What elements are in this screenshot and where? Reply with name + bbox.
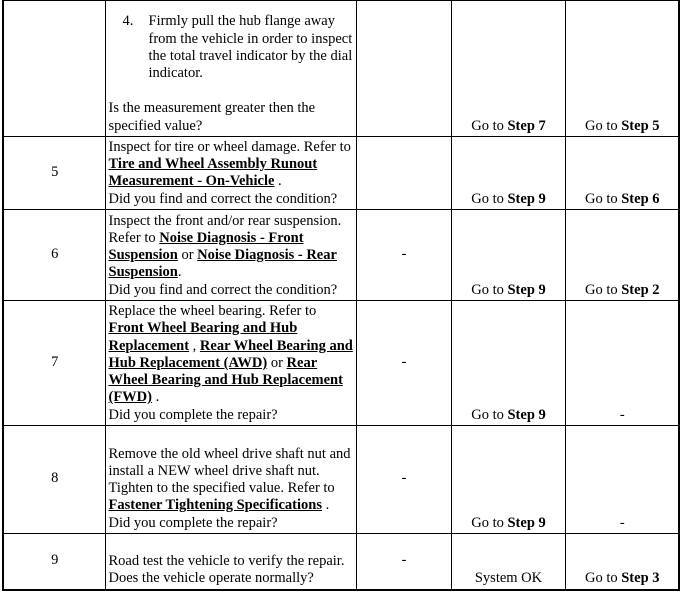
reference-link[interactable]: Front Wheel Bearing and Hub Replacement xyxy=(108,320,298,354)
step-number-cell xyxy=(3,1,105,137)
go-to-step-link[interactable]: Step 2 xyxy=(621,281,660,298)
go-to-step-link[interactable]: Step 9 xyxy=(507,406,546,423)
substep xyxy=(109,13,354,82)
go-to-step-link[interactable]: Step 6 xyxy=(621,190,660,207)
table-row xyxy=(3,301,679,426)
yes-cell: Go to Step 9 xyxy=(451,137,565,210)
no-cell: Go to Step 2 xyxy=(565,210,679,301)
step-number: 7 xyxy=(51,353,59,370)
step-number: 5 xyxy=(51,163,59,180)
step-number: 8 xyxy=(51,470,59,487)
action-cell xyxy=(105,301,356,426)
value-cell: - xyxy=(356,534,451,590)
reference-link[interactable]: Rear Wheel Bearing and Hub Replacement (AWD) xyxy=(108,337,353,371)
action-text: Inspect the front and/or rear suspension. Refer to Noise Diagnosis - Front Suspension or Noise Diagnosis - Rear Suspension. xyxy=(108,212,342,281)
action-text: Inspect for tire or wheel damage. Refer to Tire and Wheel Assembly Runout Measurement - On-Vehicle . xyxy=(108,138,351,190)
table-row xyxy=(3,426,679,534)
no-cell: Go to Step 6 xyxy=(565,137,679,210)
spacer xyxy=(109,82,354,100)
substep-number: 4. xyxy=(122,13,134,30)
yes-cell: Go to Step 9 xyxy=(451,210,565,301)
question-text: Did you complete the repair? xyxy=(108,406,278,423)
question-text: Did you find and correct the condition? xyxy=(108,281,338,298)
value-cell xyxy=(356,137,451,210)
step-number-cell xyxy=(3,301,105,426)
value-cell: - xyxy=(356,426,451,534)
action-cell xyxy=(105,137,356,210)
action-text: Road test the vehicle to verify the repair. xyxy=(108,552,345,569)
no-cell: - xyxy=(565,426,679,534)
action-text: Remove the old wheel drive shaft nut and install a NEW wheel drive shaft nut. Tighten to the specified value. Refer to Fastener Tightening Specifications . xyxy=(108,445,351,514)
reference-link[interactable]: Tire and Wheel Assembly Runout Measurement - On-Vehicle xyxy=(108,156,318,190)
go-to-step-link[interactable]: Step 9 xyxy=(507,514,546,531)
go-to-step-link[interactable]: Step 5 xyxy=(621,117,660,134)
value-cell: - xyxy=(356,301,451,426)
go-to-step-link[interactable]: Step 9 xyxy=(507,281,546,298)
step-number-cell xyxy=(3,426,105,534)
yes-cell: Go to Step 9 xyxy=(451,426,565,534)
action-cell xyxy=(105,210,356,301)
action-cell xyxy=(105,534,356,590)
no-cell: Go to Step 5 xyxy=(565,1,679,137)
diagnostic-table xyxy=(2,0,680,591)
no-cell: Go to Step 3 xyxy=(565,534,679,590)
reference-link[interactable]: Rear Wheel Bearing and Hub Replacement (FWD) xyxy=(108,354,343,406)
value-cell xyxy=(356,1,451,137)
reference-link[interactable]: Fastener Tightening Specifications xyxy=(108,497,322,514)
step-number: 9 xyxy=(51,552,59,569)
question-text: Is the measurement greater then the specified value? xyxy=(108,100,316,134)
reference-link[interactable]: Noise Diagnosis - Rear Suspension xyxy=(108,247,337,281)
substep-text: Firmly pull the hub flange away from the vehicle in order to inspect the total travel indicator by the dial indicator. xyxy=(148,13,353,82)
no-cell: - xyxy=(565,301,679,426)
question-text: Does the vehicle operate normally? xyxy=(108,570,314,587)
yes-cell: Go to Step 7 xyxy=(451,1,565,137)
action-text: Replace the wheel bearing. Refer to Front Wheel Bearing and Hub Replacement , Rear Wheel Bearing and Hub Replacement (AWD) or Rear Wheel Bearing and Hub Replacement (FWD) . xyxy=(108,302,353,406)
question-text: Did you find and correct the condition? xyxy=(108,190,338,207)
action-cell xyxy=(105,1,356,137)
step-number-cell xyxy=(3,210,105,301)
yes-cell: Go to Step 9 xyxy=(451,301,565,426)
table-row xyxy=(3,534,679,590)
go-to-step-link[interactable]: Step 7 xyxy=(507,117,546,134)
table-row xyxy=(3,137,679,210)
action-cell xyxy=(105,426,356,534)
go-to-step-link[interactable]: Step 9 xyxy=(507,190,546,207)
table-row xyxy=(3,1,679,137)
step-number-cell xyxy=(3,534,105,590)
yes-cell: System OK xyxy=(451,534,565,590)
step-number: 6 xyxy=(51,245,59,262)
question-text: Did you complete the repair? xyxy=(108,514,278,531)
go-to-step-link[interactable]: Step 3 xyxy=(621,570,660,587)
step-number-cell xyxy=(3,137,105,210)
table-row xyxy=(3,210,679,301)
value-cell: - xyxy=(356,210,451,301)
reference-link[interactable]: Noise Diagnosis - Front Suspension xyxy=(108,229,304,264)
